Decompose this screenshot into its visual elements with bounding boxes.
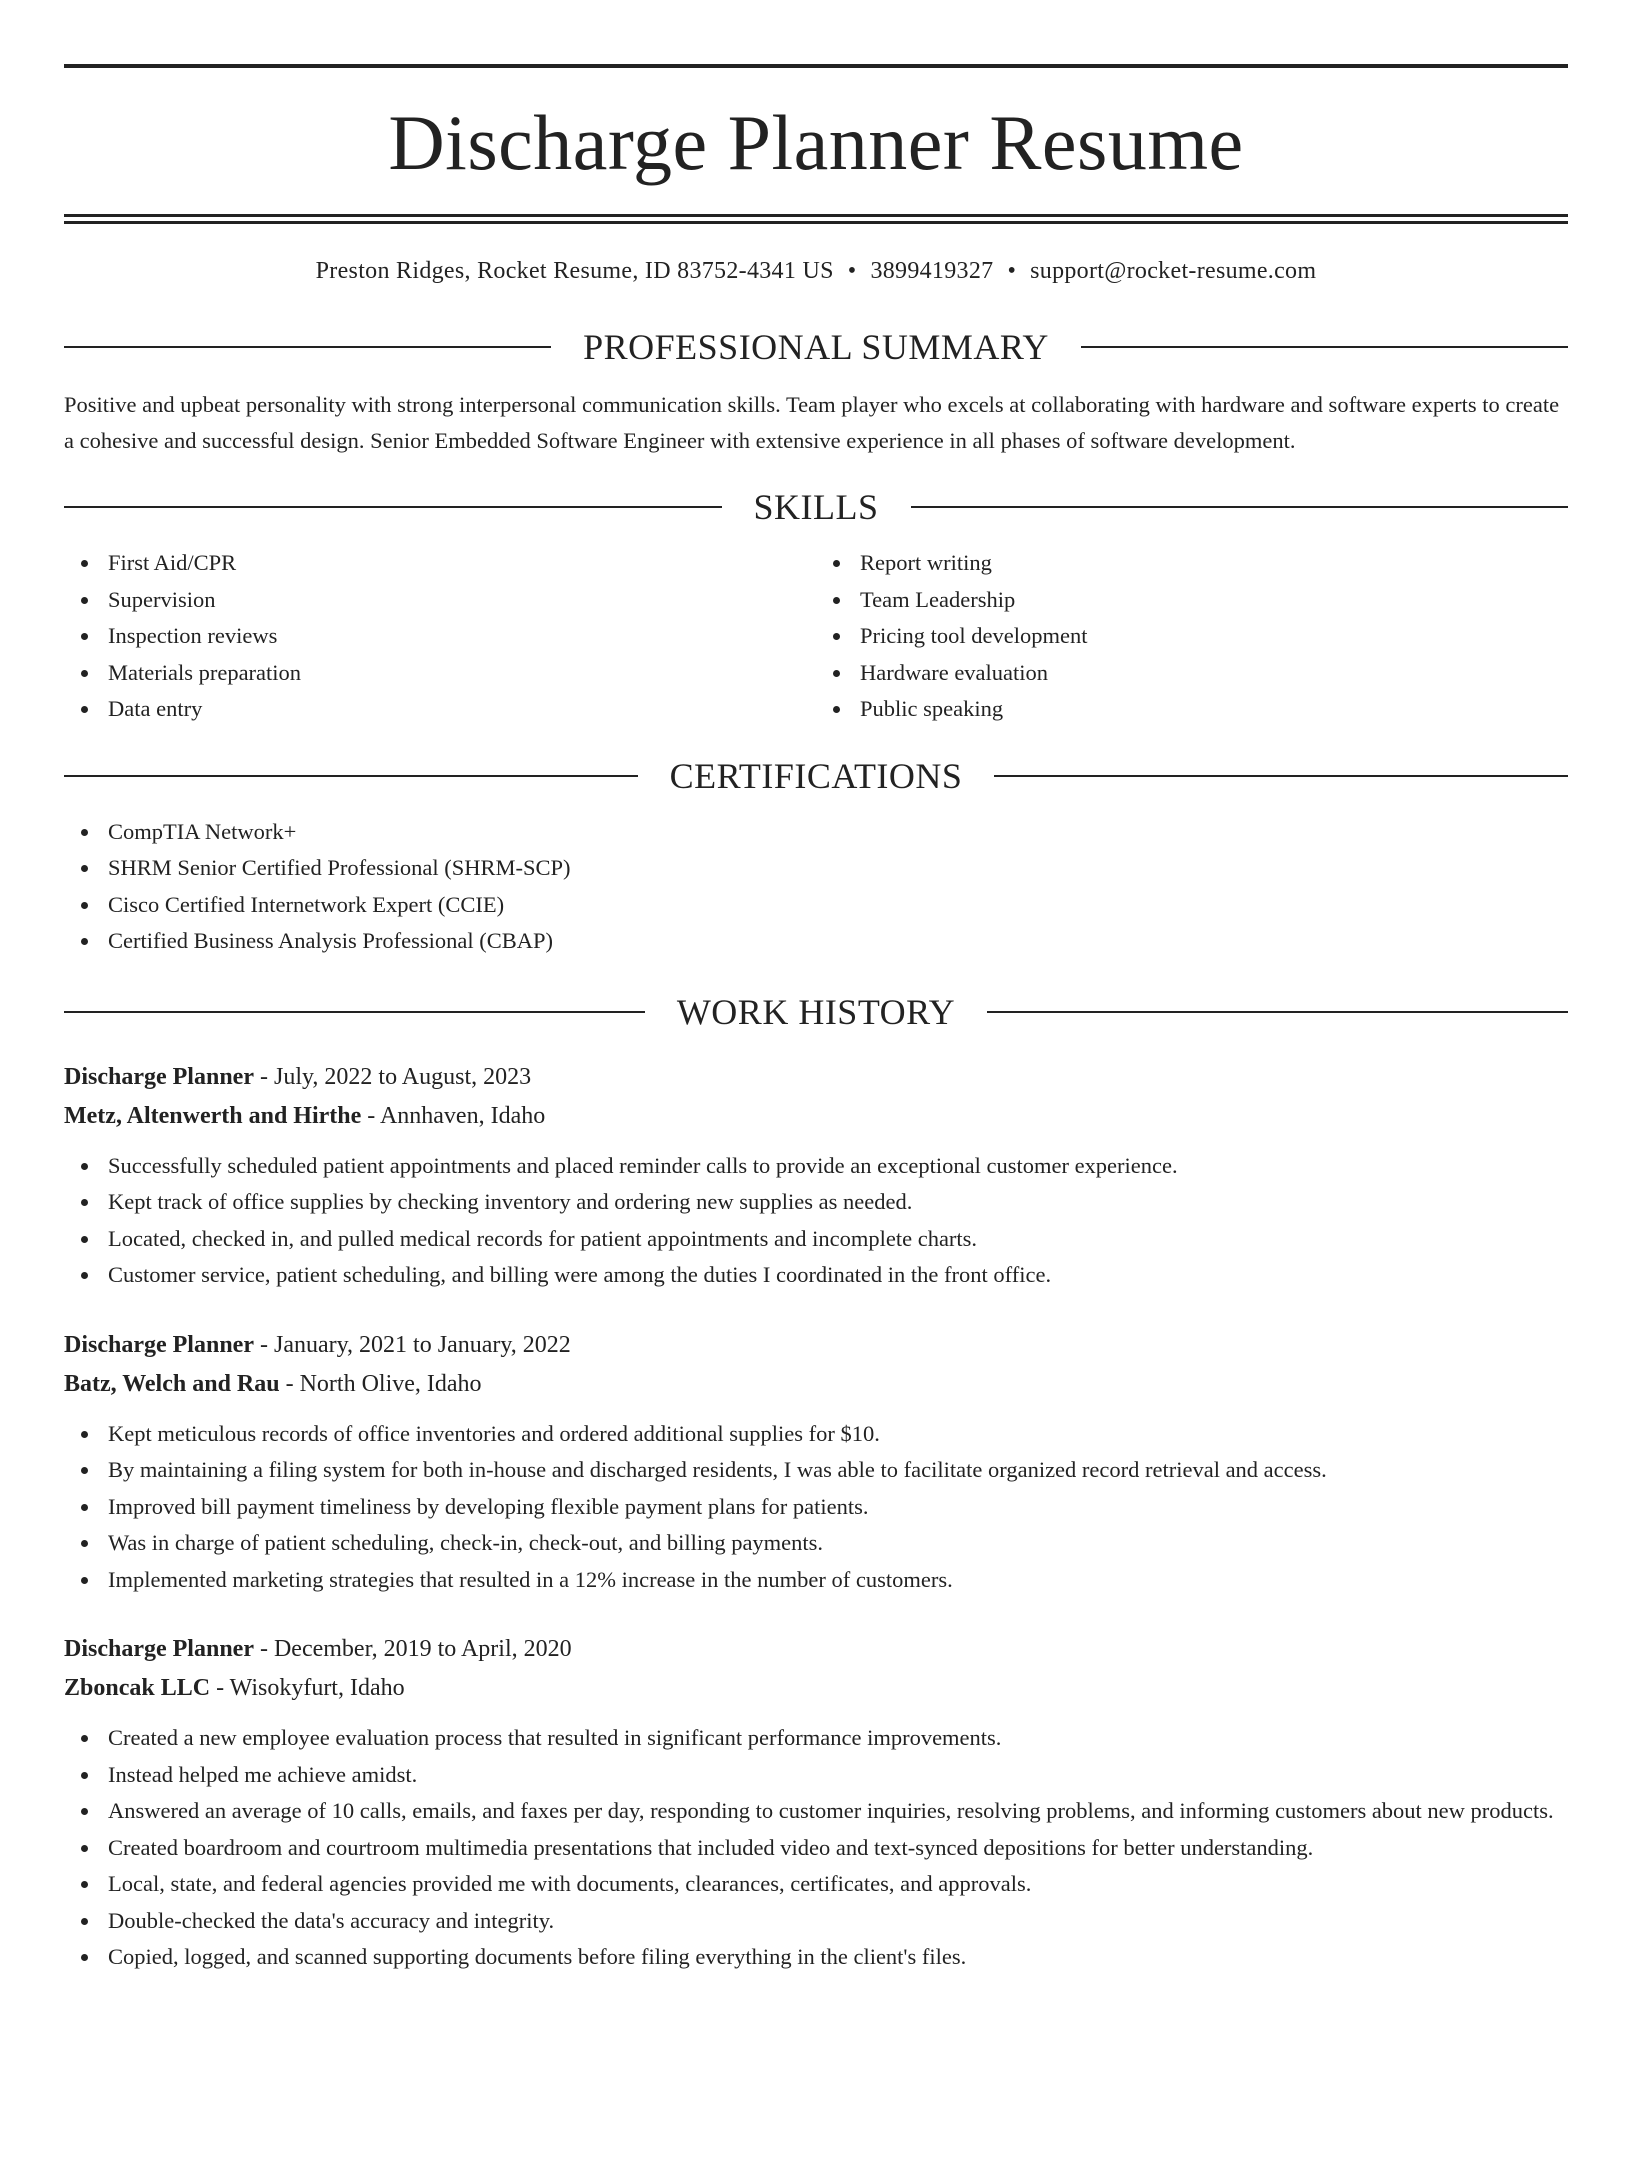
- heading-rule-right: [911, 506, 1569, 508]
- work-history-section-heading: [64, 991, 1568, 1032]
- job-location: - Annhaven, Idaho: [361, 1102, 546, 1129]
- job-title-line: [64, 1326, 1568, 1365]
- job-company-line: [64, 1097, 1568, 1136]
- skill-item: Team Leadership: [860, 582, 1568, 619]
- skill-item: Hardware evaluation: [860, 655, 1568, 692]
- job-bullets: [64, 1416, 1568, 1599]
- job-bullet: Answered an average of 10 calls, emails, and faxes per day, responding to customer inquiries, resolving problems, and informing customers about new products.: [108, 1793, 1568, 1830]
- job-bullet: Kept track of office supplies by checking inventory and ordering new supplies as needed.: [108, 1184, 1568, 1221]
- job-bullet: Successfully scheduled patient appointments and placed reminder calls to provide an exceptional customer experience.: [108, 1148, 1568, 1185]
- job-bullet: Double-checked the data's accuracy and integrity.: [108, 1903, 1568, 1940]
- summary-heading-label: PROFESSIONAL SUMMARY: [583, 327, 1049, 367]
- certifications-section-heading: [64, 755, 1568, 796]
- contact-email: support@rocket-resume.com: [1030, 258, 1317, 284]
- job-bullets: [64, 1720, 1568, 1976]
- contact-separator: •: [1007, 258, 1017, 284]
- job-company-line: [64, 1669, 1568, 1708]
- job-title-line: [64, 1058, 1568, 1097]
- job-role: Discharge Planner: [64, 1331, 254, 1358]
- job-location: - Wisokyfurt, Idaho: [210, 1675, 405, 1701]
- job-role: Discharge Planner: [64, 1636, 254, 1662]
- summary-text: Positive and upbeat personality with strong interpersonal communication skills. Team player who excels at collaborating with hardware and software experts to create a cohesive and successful design. Senior Embedded Software Engineer with extensive experience in all phases of software development.: [64, 392, 1560, 453]
- title-double-divider: [64, 214, 1568, 224]
- certification-item: Cisco Certified Internetwork Expert (CCIE): [108, 887, 1568, 924]
- skills-heading-label: SKILLS: [753, 487, 879, 527]
- contact-line: [64, 258, 1568, 285]
- job-location: - North Olive, Idaho: [279, 1370, 482, 1397]
- heading-rule-left: [64, 1011, 645, 1013]
- certification-item: Certified Business Analysis Professional (CBAP): [108, 923, 1568, 960]
- certifications-list: [64, 814, 1568, 960]
- heading-rule-right: [1081, 346, 1568, 348]
- skill-item: Inspection reviews: [108, 618, 816, 655]
- job-bullet: Created boardroom and courtroom multimedia presentations that included video and text-synced depositions for better understanding.: [108, 1830, 1568, 1867]
- job-role: Discharge Planner: [64, 1063, 254, 1090]
- skill-item: Report writing: [860, 545, 1568, 582]
- contact-phone: 3899419327: [870, 258, 994, 284]
- top-divider: [64, 64, 1568, 68]
- job-bullet: By maintaining a filing system for both in-house and discharged residents, I was able to facilitate organized record retrieval and access.: [108, 1452, 1568, 1489]
- job-bullet: Implemented marketing strategies that resulted in a 12% increase in the number of customers.: [108, 1562, 1568, 1599]
- contact-address: Preston Ridges, Rocket Resume, ID 83752-4341 US: [315, 258, 834, 284]
- skills-list-left: [64, 545, 816, 728]
- job-bullet: Created a new employee evaluation process that resulted in significant performance improvements.: [108, 1720, 1568, 1757]
- summary-section-heading: [64, 329, 1568, 365]
- job-title-line: [64, 1630, 1568, 1669]
- job-dates: - July, 2022 to August, 2023: [253, 1063, 532, 1090]
- job-bullet: Kept meticulous records of office inventories and ordered additional supplies for $10.: [108, 1416, 1568, 1453]
- job-entry: [64, 1058, 1568, 1294]
- job-entry: [64, 1630, 1568, 1976]
- heading-rule-left: [64, 346, 551, 348]
- skills-grid: [64, 545, 1568, 728]
- certifications-heading-label: CERTIFICATIONS: [669, 755, 963, 796]
- job-entry: [64, 1326, 1568, 1599]
- page-title: Discharge Planner Resume: [388, 99, 1244, 186]
- skills-list-right: [816, 545, 1568, 728]
- certification-item: CompTIA Network+: [108, 814, 1568, 851]
- heading-rule-right: [987, 1011, 1568, 1013]
- resume-page: [0, 64, 1632, 2176]
- work-history-heading-label: WORK HISTORY: [676, 991, 956, 1032]
- skill-item: Supervision: [108, 582, 816, 619]
- skill-item: Materials preparation: [108, 655, 816, 692]
- heading-rule-left: [64, 775, 638, 777]
- job-bullet: Local, state, and federal agencies provided me with documents, clearances, certificates, and approvals.: [108, 1866, 1568, 1903]
- heading-rule-right: [994, 775, 1568, 777]
- skill-item: Public speaking: [860, 691, 1568, 728]
- job-bullet: Improved bill payment timeliness by developing flexible payment plans for patients.: [108, 1489, 1568, 1526]
- job-dates: - December, 2019 to April, 2020: [253, 1636, 572, 1662]
- job-company: Metz, Altenwerth and Hirthe: [64, 1102, 362, 1129]
- skill-item: First Aid/CPR: [108, 545, 816, 582]
- heading-rule-left: [64, 506, 722, 508]
- skills-section-heading: [64, 489, 1568, 525]
- job-bullets: [64, 1148, 1568, 1294]
- job-bullet: Copied, logged, and scanned supporting documents before filing everything in the client's files.: [108, 1939, 1568, 1976]
- job-bullet: Instead helped me achieve amidst.: [108, 1757, 1568, 1794]
- job-company: Zboncak LLC: [64, 1675, 211, 1701]
- job-company-line: [64, 1365, 1568, 1404]
- job-bullet: Was in charge of patient scheduling, check-in, check-out, and billing payments.: [108, 1525, 1568, 1562]
- contact-separator: •: [847, 258, 857, 284]
- skill-item: Pricing tool development: [860, 618, 1568, 655]
- job-bullet: Located, checked in, and pulled medical records for patient appointments and incomplete charts.: [108, 1221, 1568, 1258]
- job-bullet: Customer service, patient scheduling, and billing were among the duties I coordinated in the front office.: [108, 1257, 1568, 1294]
- skill-item: Data entry: [108, 691, 816, 728]
- certification-item: SHRM Senior Certified Professional (SHRM-SCP): [108, 850, 1568, 887]
- job-company: Batz, Welch and Rau: [64, 1370, 280, 1397]
- job-dates: - January, 2021 to January, 2022: [253, 1331, 571, 1358]
